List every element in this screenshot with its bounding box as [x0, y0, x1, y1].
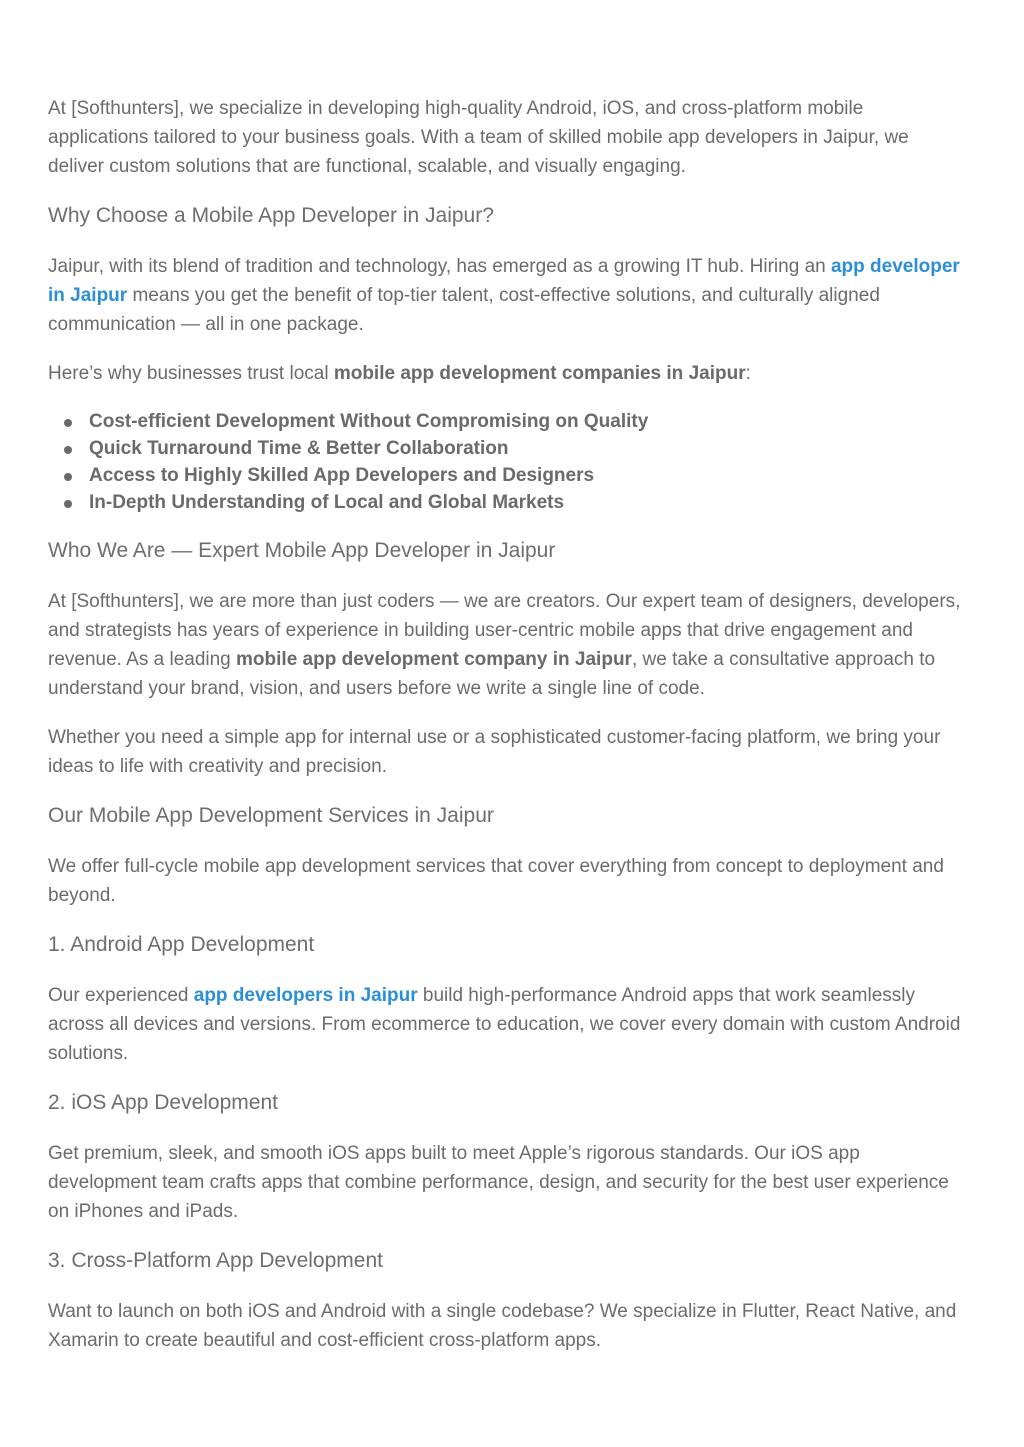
android-paragraph [48, 981, 968, 1068]
cross-platform-heading: 3. Cross-Platform App Development [48, 1249, 383, 1272]
app-developer-jaipur-link[interactable]: app developer in Jaipur [48, 256, 960, 306]
list-item [89, 435, 968, 462]
list-item [89, 489, 968, 516]
why-paragraph-text-end: means you get the benefit of top-tier talent, cost-effective solutions, and culturally aligned communication — all in one package. [48, 285, 880, 335]
whether-paragraph: Whether you need a simple app for internal use or a sophisticated customer-facing platform, we bring your ideas to life with creativity and precision. [48, 727, 941, 777]
android-heading: 1. Android App Development [48, 933, 315, 956]
benefits-list [48, 408, 968, 516]
list-item-label: Quick Turnaround Time & Better Collaboration [89, 438, 509, 459]
bullet-dot-icon [64, 446, 72, 454]
who-paragraph [48, 587, 968, 703]
list-item-label: In-Depth Understanding of Local and Global Markets [89, 492, 565, 513]
list-item-label: Cost-efficient Development Without Compromising on Quality [89, 411, 649, 432]
who-we-are-heading: Who We Are — Expert Mobile App Developer in Jaipur [48, 539, 556, 562]
bullet-dot-icon [64, 473, 72, 481]
why-choose-heading: Why Choose a Mobile App Developer in Jaipur? [48, 204, 494, 227]
android-text-start: Our experienced [48, 985, 194, 1006]
why-paragraph [48, 252, 968, 339]
app-developers-jaipur-link[interactable]: app developers in Jaipur [193, 985, 418, 1006]
why-paragraph-text-start: Jaipur, with its blend of tradition and technology, has emerged as a growing IT hub. Hiring an [48, 256, 831, 277]
bullet-dot-icon [64, 419, 72, 427]
services-intro-paragraph: We offer full-cycle mobile app development services that cover everything from concept to deployment and beyond. [48, 856, 944, 906]
trust-text-start: Here’s why businesses trust local [48, 363, 334, 384]
ios-heading: 2. iOS App Development [48, 1091, 278, 1114]
who-text-start: At [Softhunters], we are more than just coders — we are creators. Our expert team of designers, developers, and strategists has years of experience in building user-centric mobile apps that drive engagement and revenue. As a leading [48, 591, 961, 670]
list-item-label: Access to Highly Skilled App Developers and Designers [89, 465, 595, 486]
cross-platform-paragraph: Want to launch on both iOS and Android with a single codebase? We specialize in Flutter, React Native, and Xamarin to create beautiful and cost-efficient cross-platform apps. [48, 1301, 957, 1351]
services-heading: Our Mobile App Development Services in Jaipur [48, 804, 494, 827]
list-item [89, 462, 968, 489]
trust-paragraph [48, 359, 968, 388]
trust-bold-phrase: mobile app development companies in Jaipur [333, 363, 746, 384]
bullet-dot-icon [64, 500, 72, 508]
who-bold-phrase: mobile app development company in Jaipur [236, 649, 632, 670]
who-text-end: , we take a consultative approach to understand your brand, vision, and users before we write a single line of code. [48, 649, 936, 699]
ios-paragraph: Get premium, sleek, and smooth iOS apps built to meet Apple’s rigorous standards. Our iOS app development team crafts apps that combine performance, design, and security for the best user experience on iPhones and iPads. [48, 1143, 949, 1222]
list-item [89, 408, 968, 435]
android-text-end: build high-performance Android apps that work seamlessly across all devices and versions. From ecommerce to education, we cover every domain with custom Android solutions. [48, 985, 961, 1064]
trust-text-end: : [745, 363, 751, 384]
intro-paragraph: At [Softhunters], we specialize in developing high-quality Android, iOS, and cross-platform mobile applications tailored to your business goals. With a team of skilled mobile app developers in Jaipur, we deliver custom solutions that are functional, scalable, and visually engaging. [48, 98, 909, 177]
